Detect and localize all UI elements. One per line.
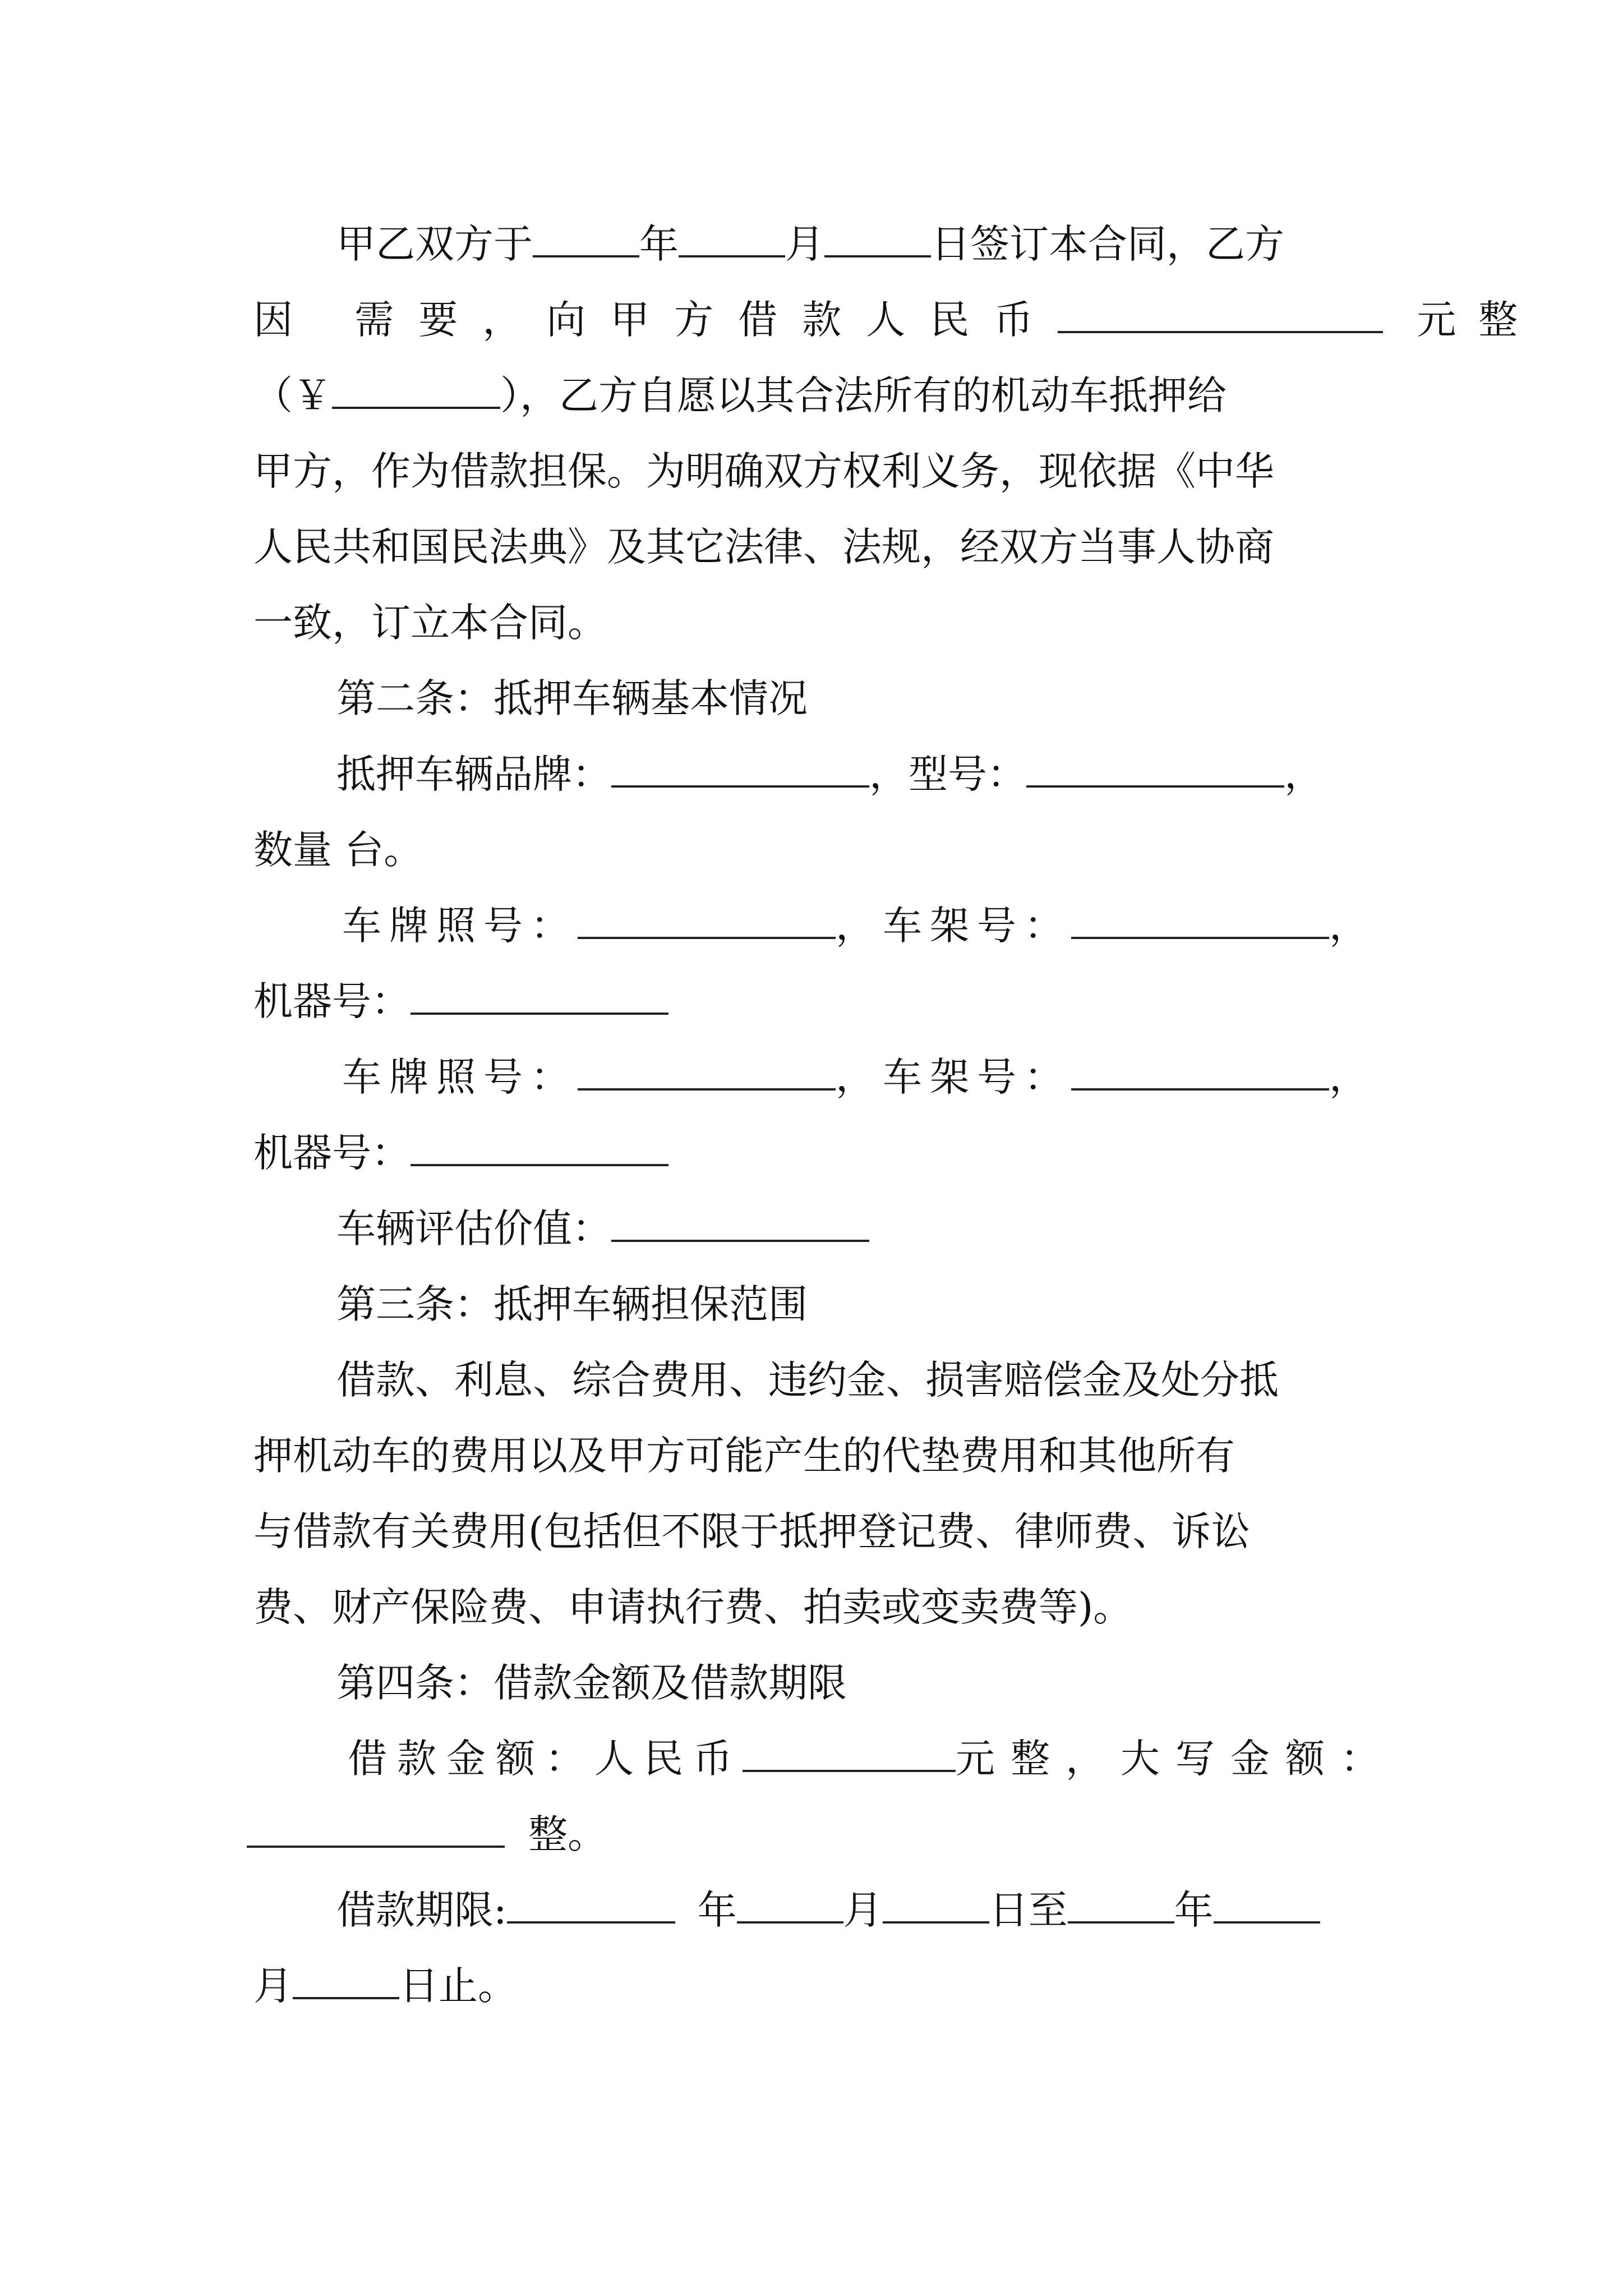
- loan-amount-figure-blank[interactable]: [332, 372, 500, 409]
- text: ，车架号：: [836, 903, 1071, 949]
- text: ，: [1329, 903, 1368, 949]
- month-blank[interactable]: [679, 220, 785, 257]
- text: ，: [1284, 751, 1324, 797]
- term-start-day-blank[interactable]: [883, 1887, 989, 1924]
- p1-line-6: 一致，订立本合同。: [253, 600, 607, 646]
- p1-line-3: [253, 365, 1373, 426]
- term-end-year-blank[interactable]: [1068, 1887, 1174, 1924]
- frame-blank-2[interactable]: [1071, 1053, 1329, 1091]
- text: 借款金额：人民币: [348, 1736, 743, 1782]
- text: 日止。: [399, 1963, 517, 2009]
- article-2-heading: 第二条：抵押车辆基本情况: [336, 675, 808, 721]
- p1-line-4: 甲方，作为借款担保。为明确双方权利义务，现依据《中华: [253, 448, 1274, 494]
- text: ，型号：: [869, 751, 1026, 797]
- frame-blank-1[interactable]: [1071, 902, 1329, 939]
- valuation-blank[interactable]: [611, 1205, 869, 1242]
- text: 日至: [989, 1887, 1068, 1933]
- plate-frame-line-1: [342, 895, 1396, 956]
- text: 车牌照号：: [342, 1054, 578, 1100]
- text: 车牌照号：: [342, 903, 578, 949]
- text: 车辆评估价值：: [336, 1205, 611, 1251]
- amount-blank[interactable]: [743, 1735, 956, 1772]
- brand-blank[interactable]: [611, 751, 869, 788]
- engine-blank-1[interactable]: [411, 978, 668, 1015]
- text: 日签订本合同，乙方: [931, 221, 1284, 267]
- text: ，车架号：: [836, 1054, 1071, 1100]
- text: （￥: [253, 372, 332, 418]
- art3-line-3: 与借款有关费用(包括但不限于抵押登记费、律师费、诉讼: [253, 1508, 1251, 1554]
- text: 元整: [1417, 297, 1541, 343]
- year-blank[interactable]: [533, 220, 639, 257]
- term-line-2: [253, 1955, 1373, 2017]
- p1-line-1: [336, 213, 1373, 275]
- amount-line: [348, 1728, 1395, 1789]
- text: 月: [253, 1963, 293, 2009]
- engine-line-2: [253, 1122, 1373, 1184]
- quantity-line: 数量 台。: [253, 827, 423, 873]
- valuation-line: [336, 1198, 1456, 1259]
- text: 年: [697, 1887, 737, 1933]
- article-3-heading: 第三条：抵押车辆担保范围: [336, 1281, 808, 1327]
- text: 抵押车辆品牌：: [336, 751, 611, 797]
- text: ），乙方自愿以其合法所有的机动车抵押给: [500, 372, 1227, 418]
- p1-line-5: 人民共和国民法典》及其它法律、法规，经双方当事人协商: [253, 524, 1274, 570]
- text: 因 需要，向甲方借款人民币: [253, 297, 1058, 343]
- art3-line-4: 费、财产保险费、申请执行费、拍卖或变卖费等)。: [253, 1584, 1133, 1630]
- model-blank[interactable]: [1026, 751, 1284, 788]
- amount-capital-blank[interactable]: [247, 1811, 505, 1848]
- text: 整。: [528, 1811, 607, 1857]
- text: 月: [785, 221, 824, 267]
- art3-line-1: 借款、利息、综合费用、违约金、损害赔偿金及处分抵: [336, 1357, 1279, 1403]
- text: 月: [843, 1887, 883, 1933]
- text: 年: [639, 221, 679, 267]
- text: 年: [1174, 1887, 1214, 1933]
- text: 借款期限:: [336, 1887, 507, 1933]
- text: 甲乙双方于: [336, 221, 533, 267]
- plate-blank-2[interactable]: [578, 1053, 836, 1091]
- text: 元整，大写金额：: [956, 1736, 1395, 1782]
- p1-line-2: [253, 289, 1541, 351]
- loan-amount-blank[interactable]: [1058, 296, 1383, 333]
- text: ，: [1329, 1054, 1368, 1100]
- engine-line-1: [253, 970, 1373, 1032]
- text: 机器号：: [253, 1130, 411, 1176]
- art3-line-2: 押机动车的费用以及甲方可能产生的代垫费用和其他所有: [253, 1433, 1235, 1479]
- engine-blank-2[interactable]: [411, 1129, 668, 1166]
- term-end-day-blank[interactable]: [293, 1962, 399, 1999]
- text: 机器号：: [253, 978, 411, 1024]
- term-line-1: [336, 1879, 1373, 1941]
- amount-capital-line: [247, 1803, 1366, 1865]
- term-start-year-blank[interactable]: [507, 1887, 675, 1924]
- term-end-month-blank[interactable]: [1214, 1887, 1320, 1924]
- term-start-month-blank[interactable]: [737, 1887, 843, 1924]
- article-4-heading: 第四条：借款金额及借款期限: [336, 1660, 847, 1706]
- plate-frame-line-2: [342, 1046, 1396, 1108]
- plate-blank-1[interactable]: [578, 902, 836, 939]
- brand-model-line: [336, 743, 1373, 805]
- day-blank[interactable]: [824, 220, 931, 257]
